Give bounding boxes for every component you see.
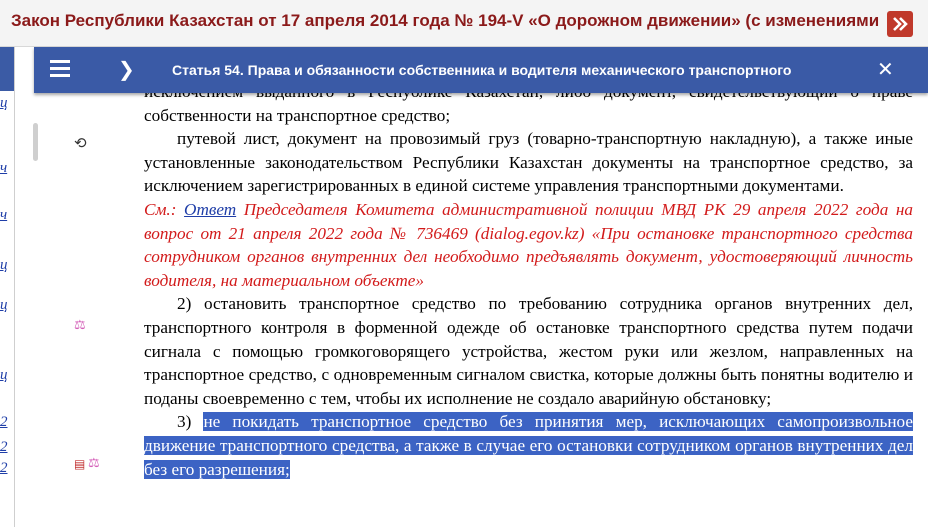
left-sidebar: [0, 47, 15, 527]
paragraph: [144, 410, 913, 481]
article-title: Статья 54. Права и обязанности собственника и водителя механического транспортного: [172, 62, 792, 78]
paragraph: 2) остановить транспортное средство по требованию сотрудника органов внутренних дел, транспортного контроля в форменной одежде об остановке транспортного средства путем подачи сигнала с помощью громкоговорящего устройства, жестом руки или жезлом, направленных на транспортное средство, с одновременным сигналом свистка, которые должны быть понятны водителю и поданы своевременно с тем, чтобы их исполнение не создало аварийную обстановку;: [144, 294, 913, 408]
sidebar-link[interactable]: ч: [0, 160, 8, 176]
sidebar-link[interactable]: ц: [0, 367, 8, 383]
scales-icon[interactable]: ⚖: [88, 456, 100, 471]
paragraph: собственности на транспортное средство;: [144, 105, 451, 125]
reference-note: [144, 198, 913, 292]
chevron-right-icon[interactable]: ❯: [118, 57, 135, 81]
expand-button[interactable]: [887, 11, 913, 37]
scales-icon[interactable]: ⚖: [74, 318, 86, 333]
sidebar-link[interactable]: ц: [0, 257, 8, 273]
article-header: [34, 47, 928, 93]
sidebar-link[interactable]: 2: [0, 439, 8, 455]
sidebar-link[interactable]: ц: [0, 95, 8, 111]
document-title: Закон Республики Казахстан от 17 апреля 2014 года № 194-V «О дорожном движении» (с изменениями: [11, 11, 880, 30]
menu-icon[interactable]: [50, 60, 70, 80]
scrollbar[interactable]: [33, 123, 38, 161]
note-text: Председателя Комитета административной полиции МВД РК 29 апреля 2022 года на вопрос от 21 апреля 2022 года № 736469 (dialog.egov.kz) «При остановке транспортного средства сотрудником органов внутренних дел необходимо предъявлять документ, удостоверяющий личность водителя, на материальном объекте»: [144, 199, 913, 290]
note-prefix: См.:: [144, 199, 185, 219]
sidebar-link[interactable]: ч: [0, 207, 8, 223]
double-chevron-right-icon: [892, 17, 908, 31]
sidebar-link[interactable]: 2: [0, 460, 8, 476]
answer-link[interactable]: Ответ: [184, 199, 237, 219]
document-icon[interactable]: ▤: [74, 457, 86, 471]
sidebar-link[interactable]: 2: [0, 414, 8, 430]
item-number: 3): [177, 412, 204, 432]
close-icon[interactable]: ✕: [877, 57, 894, 81]
sidebar-header: [0, 47, 14, 91]
paragraph: путевой лист, документ на провозимый груз (товарно-транспортную накладную), а также иные установленные законодательством Республики Казахстан документы на транспортное средство, за исключением зарегистрированных в единой системе управления транспортными документами.: [144, 129, 913, 196]
history-icon[interactable]: ⟲: [74, 134, 87, 152]
document-title-bar: [0, 0, 928, 47]
selected-text[interactable]: не покидать транспортное средство без принятия мер, исключающих самопроизвольное движение транспортного средства, а также в случае его остановки сотрудником органов внутренних дел без его разрешения;: [144, 412, 913, 479]
document-body: [144, 80, 913, 481]
sidebar-link[interactable]: ц: [0, 297, 8, 313]
